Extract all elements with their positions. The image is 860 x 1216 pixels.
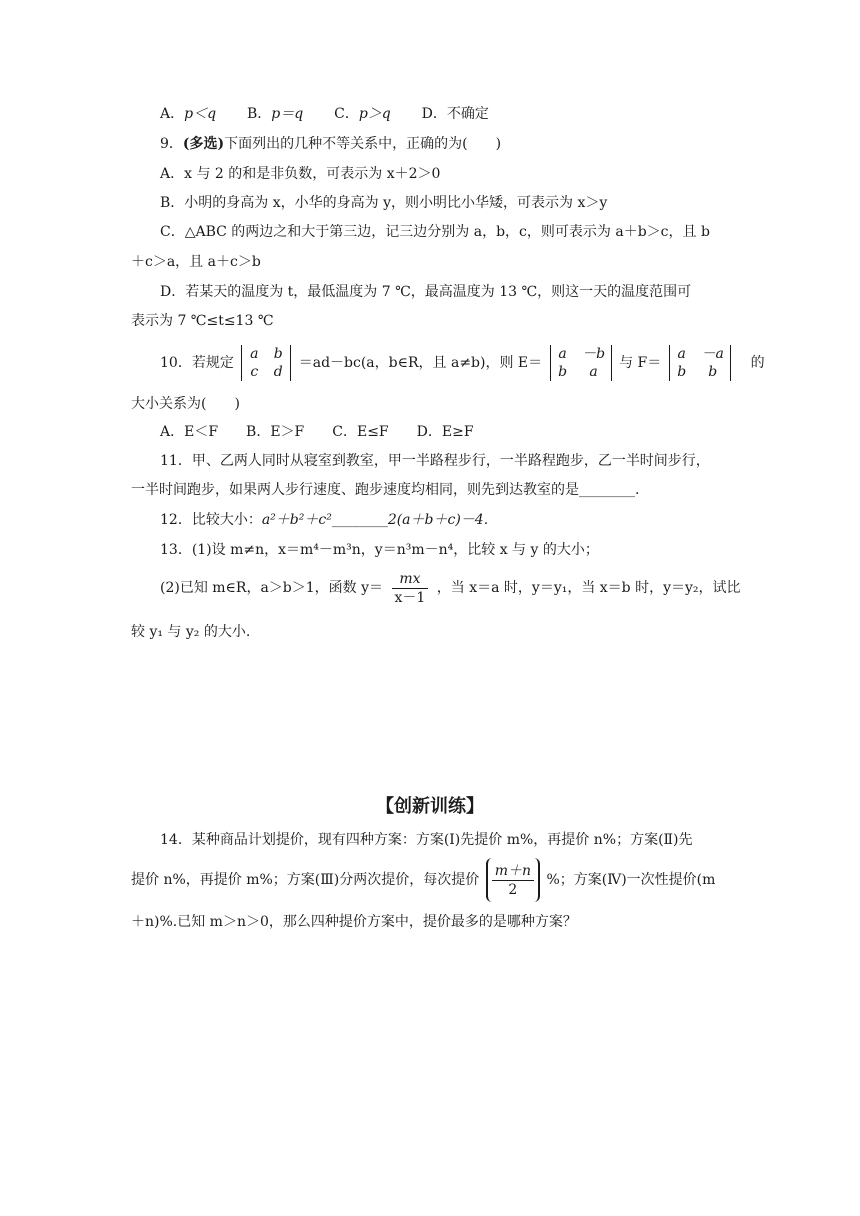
det-e-11: a (558, 346, 567, 362)
det-f-11: a (677, 346, 686, 362)
q8-option-c-text: p＞q (358, 106, 391, 122)
det1-a: a (250, 346, 259, 362)
q9-option-c-line1: C．△ABC 的两边之和大于第三边，记三边分别为 a，b，c，则可表示为 a＋b＞c，且 b (160, 224, 710, 240)
q10-suffix: 的 (750, 355, 765, 371)
determinant-f (669, 345, 731, 381)
q11-line1: 11．甲、乙两人同时从寝室到教室，甲一半路程步行，一半路程跑步，乙一半时间步行， (160, 453, 710, 469)
det-e-12: －b (582, 346, 606, 362)
q14-line2 (131, 858, 715, 902)
fraction-m-plus-n-over-2 (492, 862, 534, 899)
q8-options (160, 104, 489, 124)
parenthesized-fraction (486, 858, 540, 902)
q10-line2: 大小关系为( ) (131, 396, 240, 412)
section-title: 【创新训练】 (376, 796, 484, 817)
q9-option-d-line1: D．若某天的温度为 t，最低温度为 7 ℃，最高温度为 13 ℃，则这一天的温度范围可 (160, 284, 692, 300)
det-e-21: b (558, 364, 568, 380)
det1-b: b (273, 346, 283, 362)
determinant-1 (241, 345, 291, 381)
q13-part1: 13．(1)设 m≠n，x＝m⁴－m³n，y＝n³m－n⁴，比较 x 与 y 的大小； (160, 542, 599, 558)
fraction-numerator: mx (392, 570, 429, 589)
q8-option-d-text: 不确定 (446, 106, 489, 122)
q8-option-a-text: p＜q (184, 106, 217, 122)
det-f-12: －a (701, 346, 724, 362)
det1-c: c (250, 364, 259, 380)
q12-expression: a²＋b²＋c²________2(a＋b＋c)－4. (261, 512, 489, 528)
q14-line2-prefix: 提价 n%，再提价 m%；方案(Ⅲ)分两次提价，每次提价 (131, 872, 480, 888)
q14-line3: ＋n)%.已知 m＞n＞0，那么四种提价方案中，提价最多的是哪种方案？ (131, 914, 577, 930)
q10-and-f: 与 F＝ (619, 355, 662, 371)
q14-line2-suffix: %；方案(Ⅳ)一次性提价(m (546, 872, 716, 888)
q13-part2 (160, 568, 741, 608)
q9-stem (160, 134, 501, 154)
q13-part2-suffix: ，当 x＝a 时，y＝y₁，当 x＝b 时，y＝y₂，试比 (436, 580, 741, 596)
det-f-21: b (677, 364, 687, 380)
q8-option-c-label: C． (334, 106, 359, 122)
q12-prefix: 12．比较大小： (160, 512, 262, 528)
fraction-denominator: 2 (508, 881, 518, 898)
q10-prefix: 10．若规定 (160, 355, 234, 371)
q11-line2: 一半时间跑步，如果两人步行速度、跑步速度均相同，则先到达教室的是________. (131, 482, 640, 498)
q8-option-b-label: B． (246, 106, 272, 122)
q13-part2-prefix: (2)已知 m∈R，a＞b＞1，函数 y＝ (160, 580, 384, 596)
det-e-22: a (589, 364, 598, 380)
q10-options: A．E＜F B．E＞F C．E≤F D．E≥F (160, 424, 474, 440)
q9-tag: (多选) (182, 136, 225, 152)
q10-middle: ＝ad－bc(a，b∈R，且 a≠b)，则 E＝ (298, 355, 543, 371)
fraction-numerator: m＋n (492, 862, 534, 881)
det-f-22: b (708, 364, 718, 380)
q13-part2-line2: 较 y₁ 与 y₂ 的大小. (131, 624, 251, 640)
q10-stem (160, 343, 765, 383)
q8-option-a-label: A． (160, 106, 185, 122)
determinant-e (550, 345, 612, 381)
det1-d: d (273, 364, 283, 380)
fraction-denominator: x－1 (394, 589, 426, 606)
q12 (160, 510, 488, 530)
q9-option-d-line2: 表示为 7 ℃≤t≤13 ℃ (131, 313, 274, 329)
q14-line1: 14．某种商品计划提价，现有四种方案：方案(Ⅰ)先提价 m%，再提价 n%；方案(Ⅱ)先 (160, 832, 693, 848)
q9-option-c-line2: ＋c＞a，且 a＋c＞b (131, 254, 261, 270)
q9-option-b: B．小明的身高为 x，小华的身高为 y，则小明比小华矮，可表示为 x＞y (160, 195, 608, 211)
q9-stem-text: 下面列出的几种不等关系中，正确的为( ) (224, 136, 502, 152)
q9-number: 9． (160, 136, 183, 152)
q8-option-b-text: p＝q (271, 106, 304, 122)
fraction-mx-over-x-1 (392, 570, 429, 607)
q9-option-a: A．x 与 2 的和是非负数，可表示为 x＋2＞0 (160, 166, 441, 182)
q8-option-d-label: D． (421, 106, 447, 122)
